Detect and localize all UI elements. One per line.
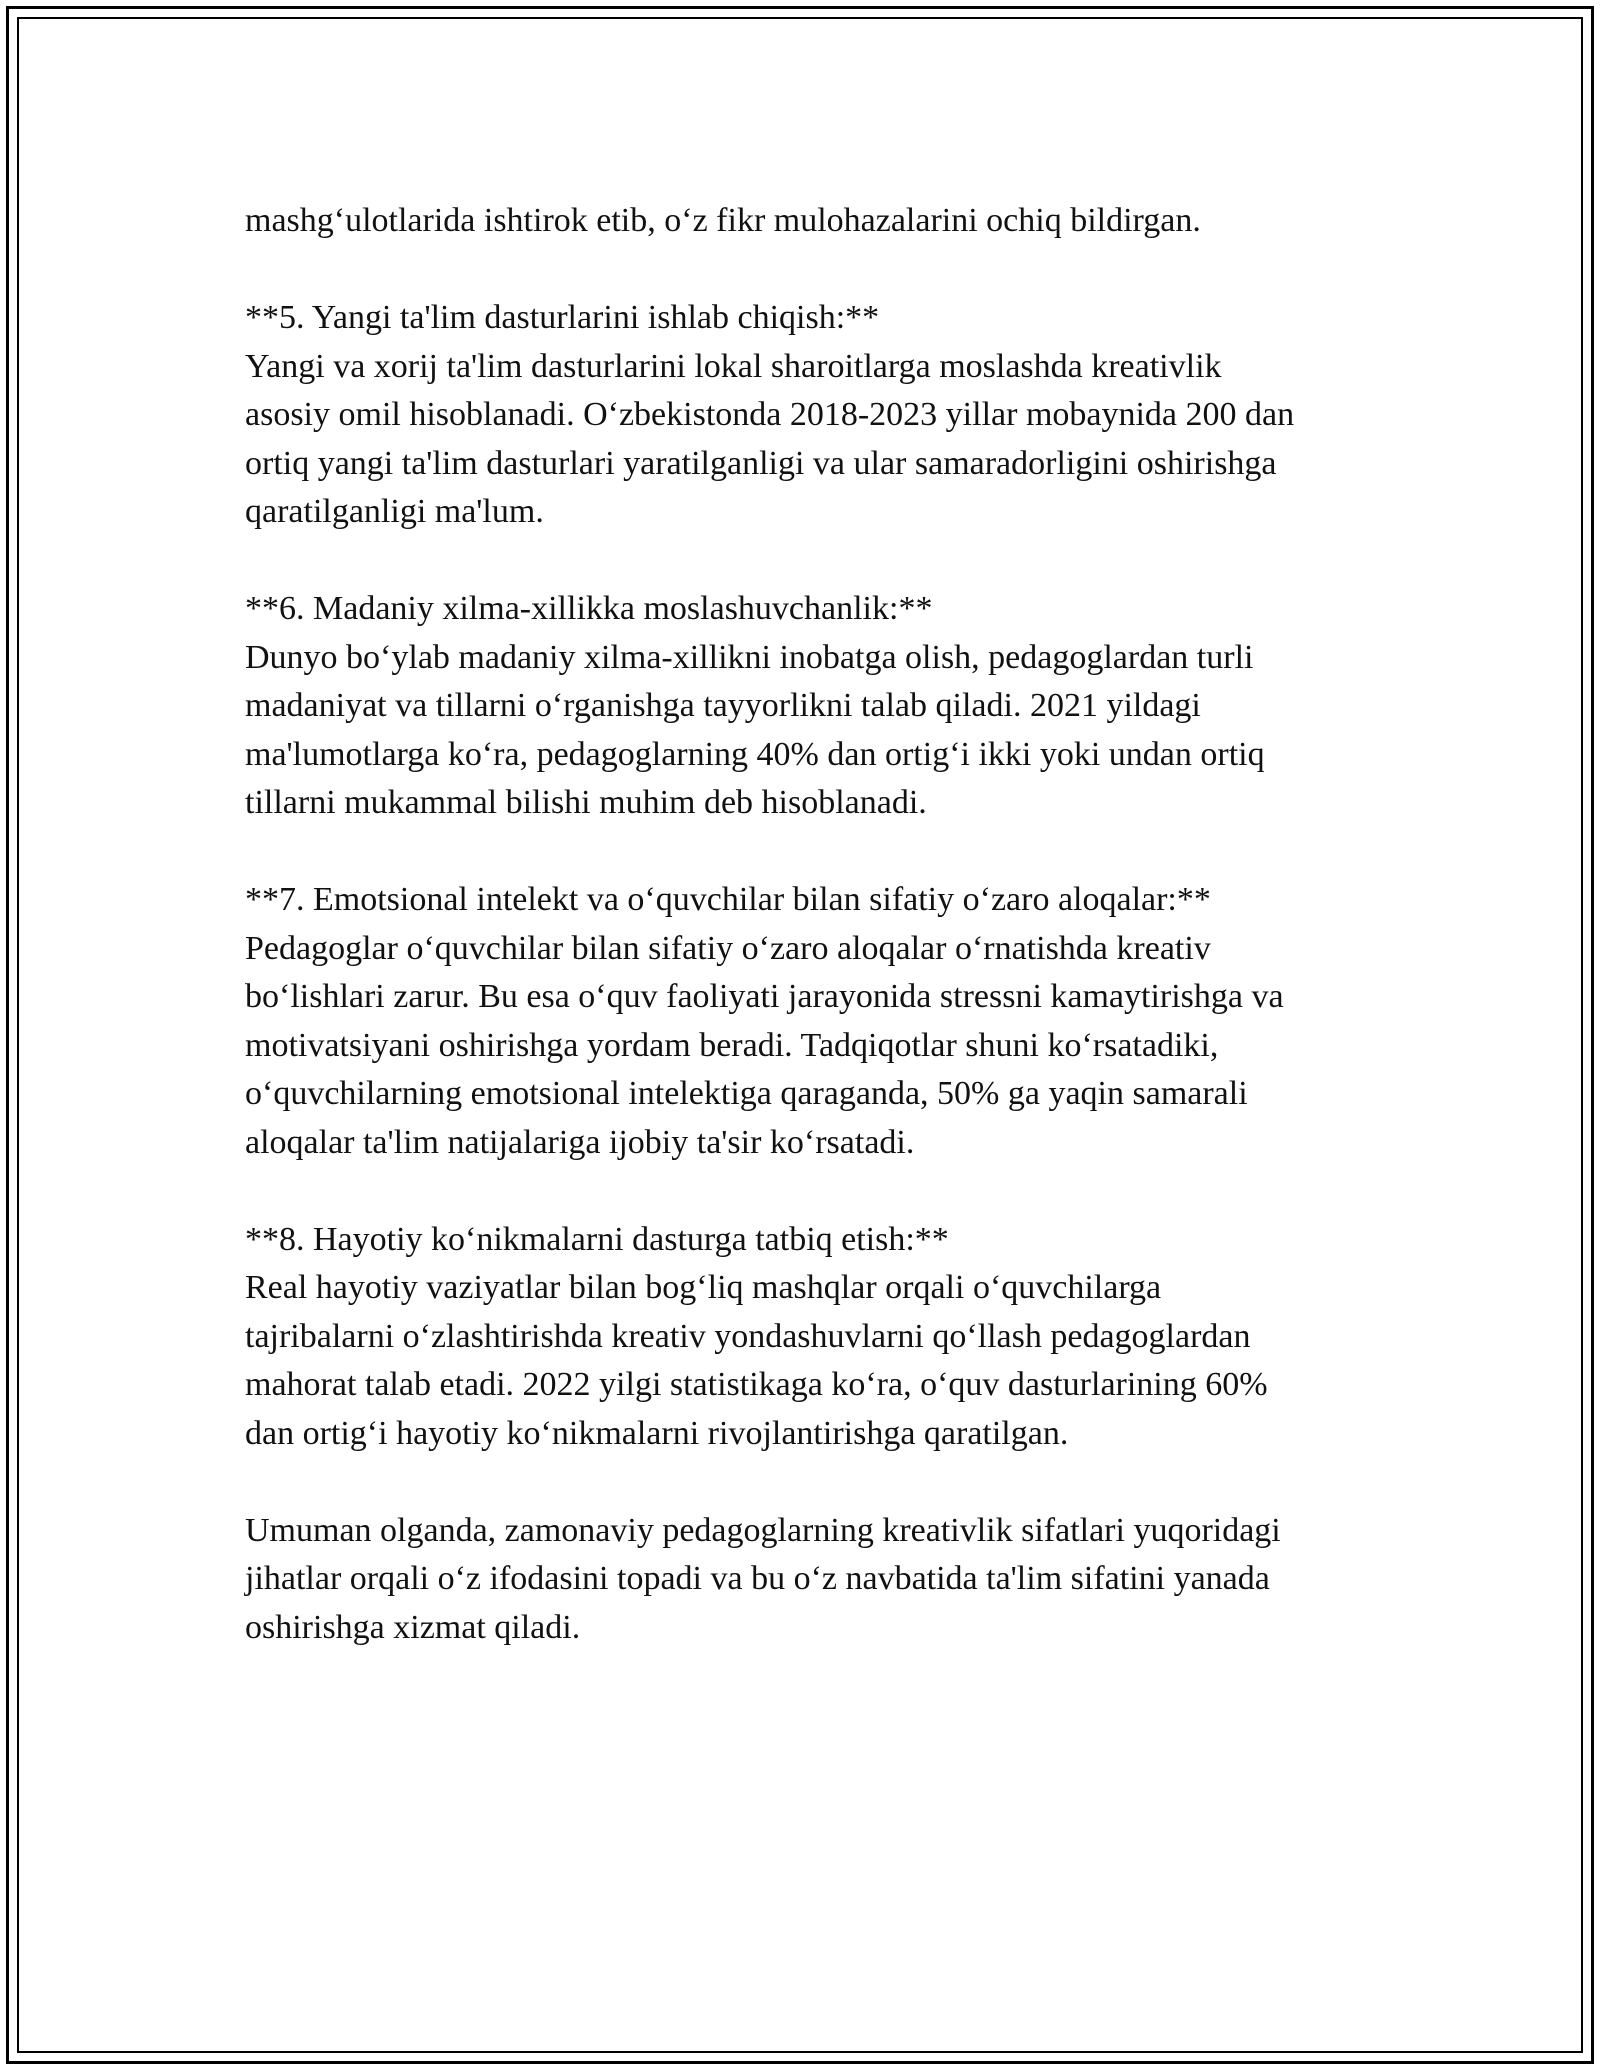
page-frame xyxy=(6,6,1594,2064)
document-body xyxy=(245,197,1405,1701)
paragraph-continuation: mashg‘ulotlarida ishtirok etib, o‘z fikr mulohazalarini ochiq bildirgan. xyxy=(245,202,1201,239)
section-6-cultural-diversity: **6. Madaniy xilma-xillikka moslashuvchanlik:** Dunyo bo‘ylab madaniy xilma-xillikni inobatga olish, pedagoglardan turli madaniyat va tillarni o‘rganishga tayyorlikni talab qiladi. 2021 yildagi ma'lumotlarga ko‘ra, pedagoglarning 40% dan ortig‘i ikki yoki undan ortiq tillarni mukammal bilishi muhim deb hisoblanadi. xyxy=(245,590,1265,821)
section-7-emotional-intelligence: **7. Emotsional intelekt va o‘quvchilar bilan sifatiy o‘zaro aloqalar:** Pedagoglar o‘quvchilar bilan sifatiy o‘zaro aloqalar o‘rnatishda kreativ bo‘lishlari zarur. Bu esa o‘quv faoliyati jarayonida stressni kamaytirishga va motivatsiyani oshirishga yordam beradi. Tadqiqotlar shuni ko‘rsatadiki, o‘quvchilarning emotsional intelektiga qaraganda, 50% ga yaqin samarali aloqalar ta'lim natijalariga ijobiy ta'sir ko‘rsatadi. xyxy=(245,881,1284,1161)
section-5-new-curricula: **5. Yangi ta'lim dasturlarini ishlab chiqish:** Yangi va xorij ta'lim dasturlarini lokal sharoitlarga moslashda kreativlik asosiy omil hisoblanadi. O‘zbekistonda 2018-2023 yillar mobaynida 200 dan ortiq yangi ta'lim dasturlari yaratilganligi va ular samaradorligini oshirishga qaratilganligi ma'lum. xyxy=(245,299,1295,530)
conclusion-paragraph: Umuman olganda, zamonaviy pedagoglarning kreativlik sifatlari yuqoridagi jihatlar orqali o‘z ifodasini topadi va bu o‘z navbatida ta'lim sifatini yanada oshirishga xizmat qiladi. xyxy=(245,1511,1281,1646)
section-8-life-skills: **8. Hayotiy ko‘nikmalarni dasturga tatbiq etish:** Real hayotiy vaziyatlar bilan bog‘liq mashqlar orqali o‘quvchilarga tajribalarni o‘zlashtirishda kreativ yondashuvlarni qo‘llash pedagoglardan mahorat talab etadi. 2022 yilgi statistikaga ko‘ra, o‘quv dasturlarining 60% dan ortig‘i hayotiy ko‘nikmalarni rivojlantirishga qaratilgan. xyxy=(245,1220,1268,1452)
